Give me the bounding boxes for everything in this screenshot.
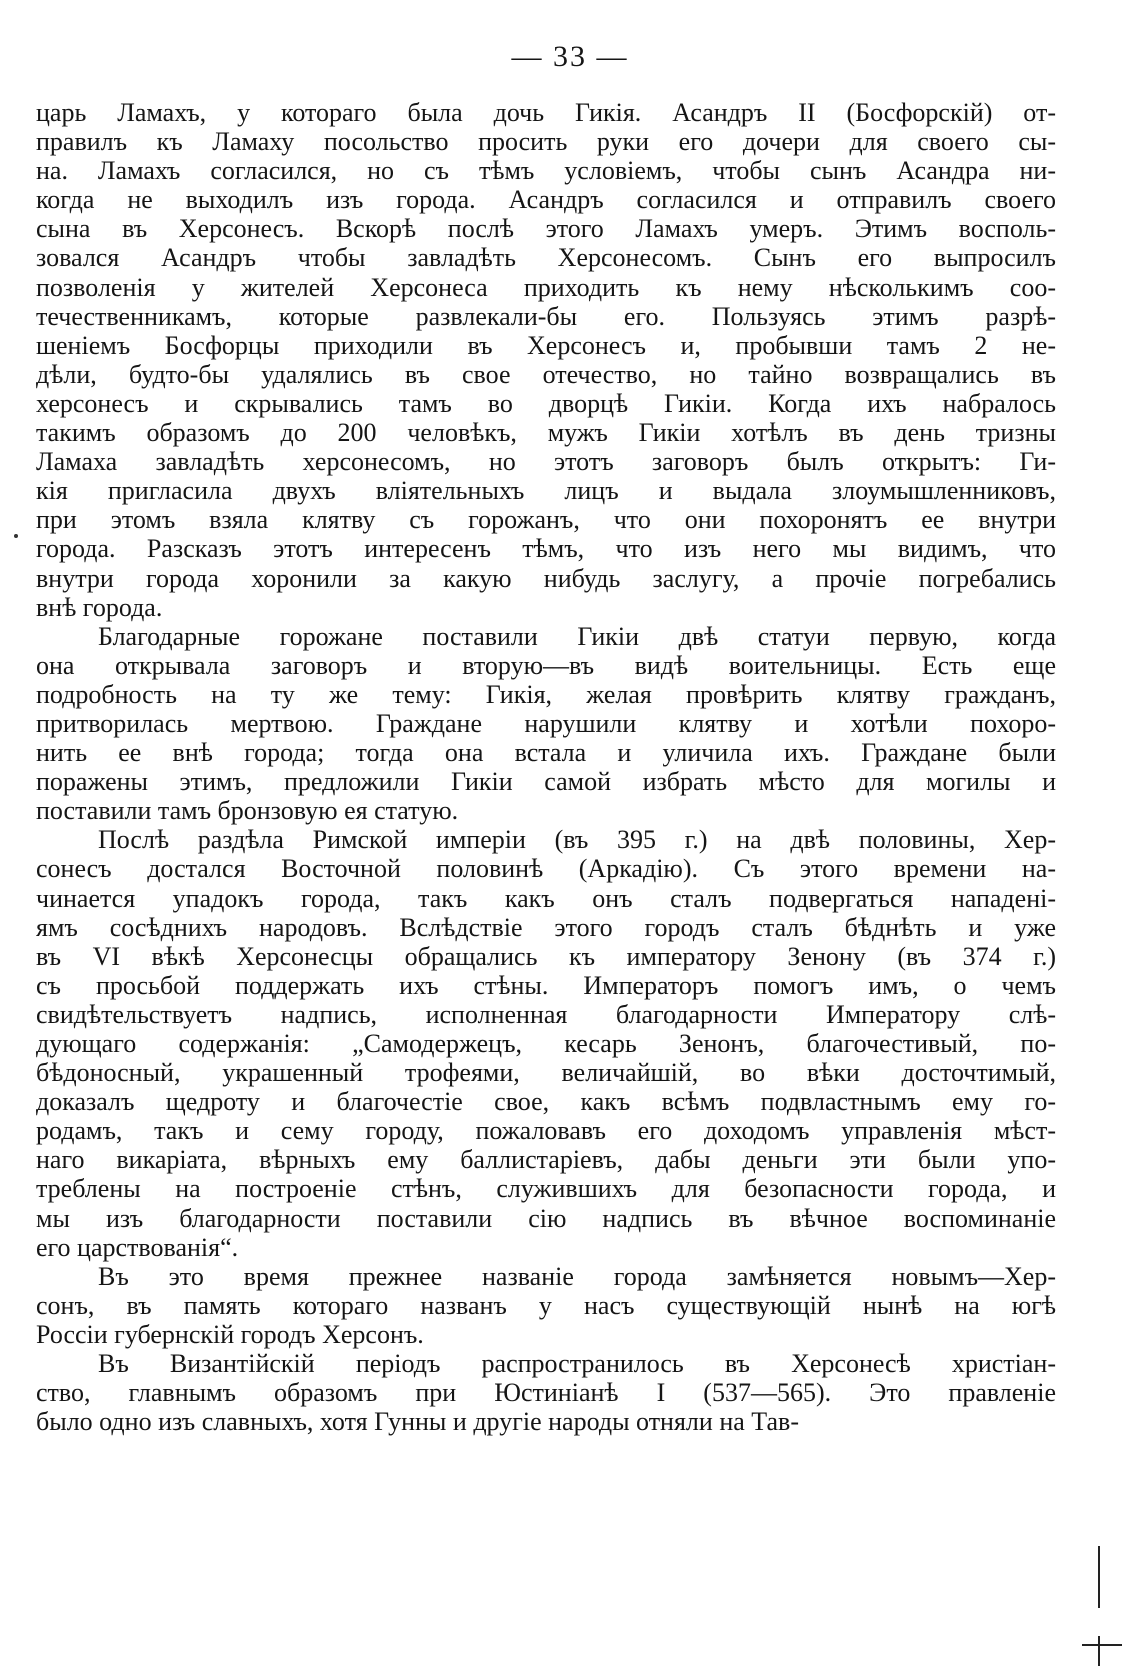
- text-line: внутри города хоронили за какую нибудь заслугу, а прочіе погребались: [36, 563, 1056, 593]
- page-edge-rule: [1082, 1644, 1122, 1646]
- text-line: Въ Византійскій періодъ распространилось въ Херсонесѣ христіан-: [98, 1349, 1056, 1379]
- text-line: ямъ сосѣднихъ народовъ. Вслѣдствіе этого городъ сталъ бѣднѣть и уже: [36, 912, 1056, 942]
- text-line: сонесъ достался Восточной половинѣ (Аркадію). Съ этого времени на-: [36, 854, 1056, 884]
- text-line: чинается упадокъ города, такъ какъ онъ сталъ подвергаться нападені-: [36, 883, 1056, 913]
- text-line: при этомъ взяла клятву съ горожанъ, что они похоронятъ ее внутри: [36, 505, 1056, 535]
- text-line: дующаго содержанія: „Самодержецъ, кесарь Зенонъ, благочестивый, по-: [36, 1029, 1056, 1058]
- text-line: свидѣтельствуетъ надпись, исполненная благодарности Императору слѣ-: [36, 999, 1056, 1029]
- text-line: Благодарные горожане поставили Гикіи двѣ статуи первую, когда: [98, 621, 1056, 651]
- text-line: сонъ, въ память котораго названъ у насъ существующій нынѣ на югѣ: [36, 1290, 1056, 1320]
- page-number: — 33 —: [511, 40, 629, 73]
- text-line: она открывала заговоръ и вторую—въ видѣ воительницы. Есть еще: [36, 650, 1056, 680]
- text-body: [36, 98, 1056, 1436]
- text-line: Россіи губернскій городъ Херсонъ.: [36, 1319, 424, 1349]
- text-line: Послѣ раздѣла Римской имперіи (въ 395 г.) на двѣ половины, Хер-: [98, 825, 1056, 855]
- text-line: города. Разсказъ этотъ интересенъ тѣмъ, что изъ него мы видимъ, что: [36, 534, 1056, 564]
- text-line: бѣдоносный, украшенный трофеями, величайшій, во вѣки досточтимый,: [36, 1058, 1056, 1088]
- page-edge-mark: [1098, 1636, 1100, 1666]
- paragraph: [36, 1262, 1056, 1349]
- text-line: внѣ города.: [36, 592, 163, 622]
- text-line: ство, главнымъ образомъ при Юстиніанѣ I (537—565). Это правленіе: [36, 1378, 1056, 1408]
- text-line: дѣли, будто-бы удалялись въ свое отечество, но тайно возвращались въ: [36, 359, 1056, 389]
- text-line: кія пригласила двухъ вліятельныхъ лицъ и выдала злоумышленниковъ,: [36, 476, 1056, 506]
- text-line: треблены на построеніе стѣнъ, служившихъ для безопасности города, и: [36, 1174, 1056, 1204]
- text-line: правилъ къ Ламаху посольство просить руки его дочери для своего сы-: [36, 127, 1056, 157]
- text-line: сына въ Херсонесъ. Вскорѣ послѣ этого Ламахъ умеръ. Этимъ восполь-: [36, 214, 1056, 244]
- text-line: Ламаха завладѣть херсонесомъ, но этотъ заговоръ былъ открытъ: Ги-: [36, 447, 1056, 477]
- paragraph: [36, 825, 1056, 1261]
- text-line: херсонесъ и скрывались тамъ во дворцѣ Гикіи. Когда ихъ набралось: [36, 388, 1056, 418]
- text-line: доказалъ щедроту и благочестіе свое, какъ всѣмъ подвластнымъ ему го-: [36, 1087, 1056, 1117]
- text-line: его царствованія“.: [36, 1232, 239, 1262]
- text-line: такимъ образомъ до 200 человѣкъ, мужъ Гикіи хотѣлъ въ день тризны: [36, 418, 1056, 448]
- text-line: Въ это время прежнее названіе города замѣняется новымъ—Хер-: [98, 1261, 1056, 1291]
- text-line: позволенія у жителей Херсонеса приходить къ нему нѣсколькимъ соо-: [36, 272, 1056, 302]
- text-line: когда не выходилъ изъ города. Асандръ согласился и отправилъ своего: [36, 185, 1056, 215]
- text-line: нить ее внѣ города; тогда она встала и уличила ихъ. Граждане были: [36, 738, 1056, 768]
- text-line: поражены этимъ, предложили Гикіи самой избрать мѣсто для могилы и: [36, 767, 1056, 797]
- text-line: царь Ламахъ, у котораго была дочь Гикія. Асандръ II (Босфорскій) от-: [36, 98, 1056, 127]
- text-line: въ VI вѣкѣ Херсонесцы обращались къ императору Зенону (въ 374 г.): [36, 941, 1056, 971]
- page-edge-mark: [1098, 1546, 1100, 1608]
- paragraph: [36, 98, 1056, 622]
- text-line: наго викаріата, вѣрныхъ ему баллистаріевъ, дабы деньги эти были упо-: [36, 1145, 1056, 1175]
- text-line: родамъ, такъ и сему городу, пожаловавъ его доходомъ управленія мѣст-: [36, 1116, 1056, 1146]
- text-line: мы изъ благодарности поставили сію надпись въ вѣчное воспоминаніе: [36, 1203, 1056, 1233]
- text-line: поставили тамъ бронзовую ея статую.: [36, 796, 459, 826]
- text-line: зовался Асандръ чтобы завладѣть Херсонесомъ. Сынъ его выпросилъ: [36, 243, 1056, 273]
- paragraph: [36, 622, 1056, 826]
- text-line: шеніемъ Босфорцы приходили въ Херсонесъ и, пробывши тамъ 2 не-: [36, 330, 1056, 360]
- text-line: было одно изъ славныхъ, хотя Гунны и другіе народы отняли на Тав-: [36, 1407, 799, 1437]
- text-line: на. Ламахъ согласился, но съ тѣмъ условіемъ, чтобы сынъ Асандра ни-: [36, 156, 1056, 186]
- margin-dot: [14, 534, 18, 538]
- text-line: течественникамъ, которые развлекали-бы его. Пользуясь этимъ разрѣ-: [36, 301, 1056, 331]
- paragraph: [36, 1349, 1056, 1436]
- text-line: подробность на ту же тему: Гикія, желая провѣрить клятву гражданъ,: [36, 679, 1056, 709]
- text-line: притворилась мертвою. Граждане нарушили клятву и хотѣли похоро-: [36, 708, 1056, 738]
- text-line: съ просьбой поддержать ихъ стѣны. Императоръ помогъ имъ, о чемъ: [36, 970, 1056, 1000]
